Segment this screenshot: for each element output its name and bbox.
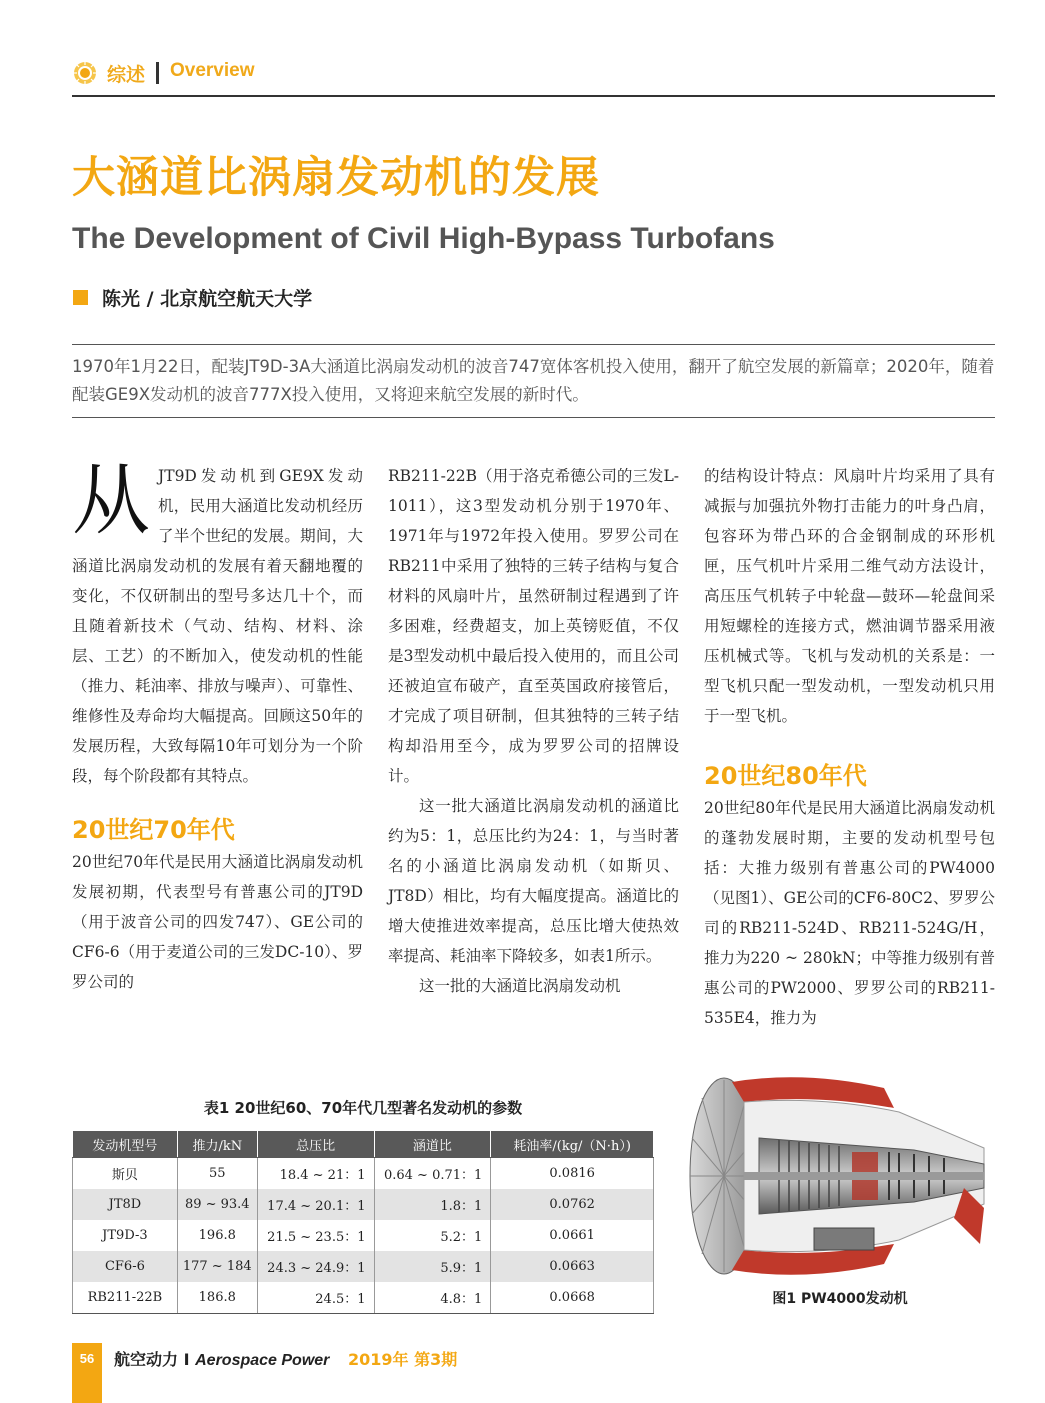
table-cell: 0.0816 (491, 1158, 654, 1190)
column-header: 推力/kN (177, 1131, 257, 1158)
table-header-row (73, 1131, 654, 1158)
table-cell: 24.5：1 (257, 1282, 374, 1314)
sun-icon (73, 61, 97, 85)
table-cell: 18.4 ~ 21：1 (257, 1158, 374, 1190)
journal-name-cn: 航空动力 (114, 1350, 179, 1369)
paragraph-rb211: RB211-22B（用于洛克希德公司的三发L-1011），这3型发动机分别于1970年、1971年与1972年投入使用。罗罗公司在RB211中采用了独特的三转子结构与复合材料的风扇叶片，虽然研制过程遇到了许多困难，经费超支，加上英镑贬值，不仅是3型发动机中最后投入使用的，而且公司还被迫宣布破产，直至英国政府接管后，才完成了项目研制，但其独特的三转子结构却沿用至今，成为罗罗公司的招牌设计。 (388, 467, 679, 785)
table-cell: RB211-22B (73, 1282, 178, 1314)
journal-name (114, 1347, 329, 1370)
column-header: 发动机型号 (73, 1131, 178, 1158)
journal-issue: 2019年 第3期 (348, 1350, 458, 1369)
table-cell: 0.0663 (491, 1251, 654, 1282)
table-row (73, 1158, 654, 1190)
table-cell: 0.0668 (491, 1282, 654, 1314)
journal-divider: I (178, 1350, 196, 1369)
intro-paragraph: JT9D发动机到GE9X发动机，民用大涵道比发动机经历了半个世纪的发展。期间，大涵道比涡扇发动机的发展有着天翻地覆的变化，不仅研制出的型号多达几十个，而且随着新技术（气动、结构、材料、涂层、工艺）的不断加入，使发动机的性能（推力、耗油率、排放与噪声）、可靠性、维修性及寿命均大幅提高。回顾这50年的发展历程，大致每隔10年可划分为一个阶段，每个阶段都有其特点。 (72, 467, 363, 785)
section-heading-70s: 20世纪70年代 (72, 816, 235, 844)
journal-name-en: Aerospace Power (195, 1352, 330, 1369)
paragraph-bypass-ratio: 这一批大涵道比涡扇发动机的涵道比约为5：1，总压比约为24：1，与当时著名的小涵道比涡扇发动机（如斯贝、JT8D）相比，均有大幅度提高。涵道比的增大使推进效率提高，总压比增大使热效率提高、耗油率下降较多，如表1所示。 (388, 797, 679, 965)
table-cell: 斯贝 (73, 1158, 178, 1190)
paragraph-70s: 20世纪70年代是民用大涵道比涡扇发动机发展初期，代表型号有普惠公司的JT9D（用于波音公司的四发747）、GE公司的CF6-6（用于麦道公司的三发DC-10）、罗罗公司的 (72, 853, 363, 991)
table-cell: JT8D (73, 1189, 178, 1220)
column-header: 耗油率/(kg/（N·h）) (491, 1131, 654, 1158)
table-cell: 1.8：1 (374, 1189, 491, 1220)
header-divider (156, 62, 159, 84)
abstract: 1970年1月22日，配装JT9D-3A大涵道比涡扇发动机的波音747宽体客机投入使用，翻开了航空发展的新篇章；2020年，随着配装GE9X发动机的波音777X投入使用，又将迎来航空发展的新时代。 (72, 357, 995, 404)
table-cell: 89 ~ 93.4 (177, 1189, 257, 1220)
engine-parameters-table (72, 1130, 654, 1314)
table-row (73, 1220, 654, 1251)
engine-cutaway-image (684, 1068, 996, 1278)
paragraph-structure: 的结构设计特点：风扇叶片均采用了具有减振与加强抗外物打击能力的叶身凸肩，包容环为带凸环的合金钢制成的环形机匣，压气机叶片采用二维气动方法设计，高压压气机转子中轮盘—鼓环—轮盘间采用短螺栓的连接方式，燃油调节器采用液压机械式等。飞机与发动机的关系是：一型飞机只配一型发动机，一型发动机只用于一型飞机。 (704, 467, 995, 725)
section-label-en: Overview (170, 60, 255, 81)
abstract-rule-bottom (72, 417, 995, 418)
table-cell: 24.3 ~ 24.9：1 (257, 1251, 374, 1282)
section-heading-80s: 20世纪80年代 (704, 762, 867, 790)
table-cell: 196.8 (177, 1220, 257, 1251)
table-cell: 0.0661 (491, 1220, 654, 1251)
table-row (73, 1282, 654, 1314)
article-title: 大涵道比涡扇发动机的发展 (72, 153, 600, 203)
figure-caption: 图1 PW4000发动机 (772, 1291, 908, 1307)
column-header: 涵道比 (374, 1131, 491, 1158)
article-title-en: The Development of Civil High-Bypass Turbofans (72, 222, 775, 255)
table-row (73, 1251, 654, 1282)
column-3 (704, 461, 995, 1033)
header-rule (72, 95, 995, 97)
table-cell: 186.8 (177, 1282, 257, 1314)
table-cell: 17.4 ~ 20.1：1 (257, 1189, 374, 1220)
author-marker (73, 290, 88, 305)
table-cell: JT9D-3 (73, 1220, 178, 1251)
column-1 (72, 456, 363, 997)
paragraph-80s: 20世纪80年代是民用大涵道比涡扇发动机的蓬勃发展时期，主要的发动机型号包括：大推力级别有普惠公司的PW4000（见图1）、GE公司的CF6-80C2、罗罗公司的RB211-524D、RB211-524G/H，推力为220 ~ 280kN；中等推力级别有普惠公司的PW2000、罗罗公司的RB211-535E4，推力为 (704, 799, 995, 1027)
section-label: 综述 (107, 64, 146, 86)
author-line: 陈光 / 北京航空航天大学 (102, 288, 313, 310)
table-cell: 21.5 ~ 23.5：1 (257, 1220, 374, 1251)
table-cell: 4.8：1 (374, 1282, 491, 1314)
table-cell: 55 (177, 1158, 257, 1190)
table-cell: 5.9：1 (374, 1251, 491, 1282)
table-cell: 5.2：1 (374, 1220, 491, 1251)
column-2 (388, 461, 679, 1001)
table-cell: CF6-6 (73, 1251, 178, 1282)
table-cell: 177 ~ 184 (177, 1251, 257, 1282)
table-caption: 表1 20世纪60、70年代几型著名发动机的参数 (203, 1099, 523, 1117)
table-row (73, 1189, 654, 1220)
table-cell: 0.64 ~ 0.71：1 (374, 1158, 491, 1190)
drop-cap: 从 (72, 456, 151, 546)
table-cell: 0.0762 (491, 1189, 654, 1220)
paragraph-structure-start: 这一批的大涵道比涡扇发动机 (419, 977, 621, 995)
page-number: 56 (79, 1351, 95, 1366)
abstract-rule-top (72, 344, 995, 345)
column-header: 总压比 (257, 1131, 374, 1158)
